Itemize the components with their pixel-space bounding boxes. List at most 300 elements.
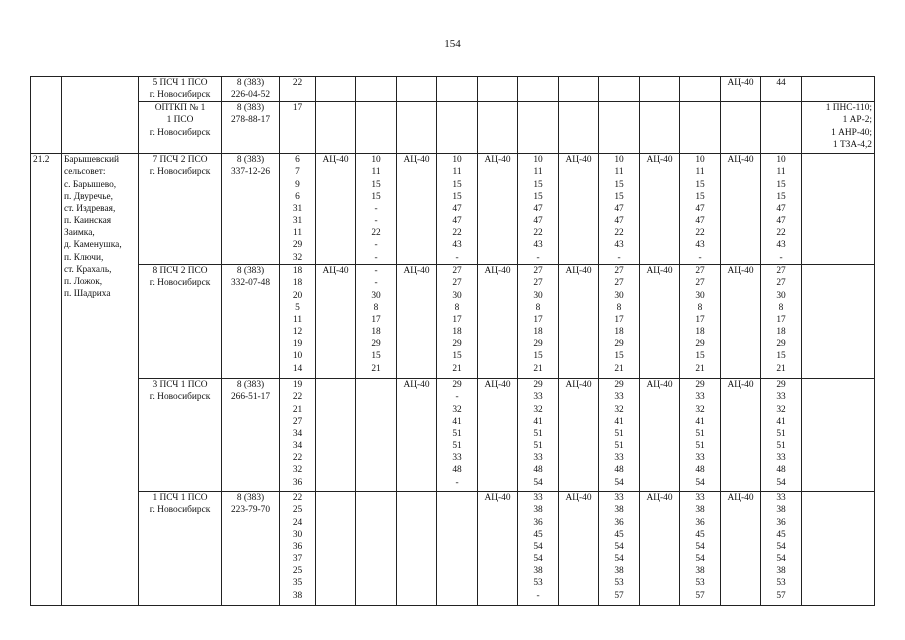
time-value: 17 bbox=[695, 314, 705, 325]
time-value: 41 bbox=[614, 416, 624, 427]
phone-line: 223-79-70 bbox=[230, 505, 271, 516]
arrival-time-line: 30 bbox=[292, 529, 303, 540]
extra-equipment-line: 1 АР-2; bbox=[842, 115, 872, 126]
time-value: 15 bbox=[371, 191, 381, 202]
time-value: 10 bbox=[614, 155, 624, 166]
time-value: 54 bbox=[614, 541, 624, 552]
time-value: 54 bbox=[695, 541, 705, 552]
time-value: 38 bbox=[533, 505, 543, 516]
time-value: - bbox=[455, 252, 459, 263]
time-value: 33 bbox=[614, 493, 624, 504]
arrival-time-line: 9 bbox=[295, 179, 300, 190]
time-value: 15 bbox=[695, 351, 705, 362]
time-value: 22 bbox=[614, 228, 624, 239]
arrival-time-line: 17 bbox=[292, 103, 303, 114]
time-value: 54 bbox=[533, 554, 543, 565]
time-value: 43 bbox=[452, 240, 462, 251]
arrival-time-line: 25 bbox=[292, 505, 303, 516]
phone-cell bbox=[222, 77, 280, 102]
arrival-time-cell bbox=[280, 102, 316, 154]
fire-unit-cell bbox=[139, 379, 222, 492]
fire-unit-line: 5 ПСЧ 1 ПСО bbox=[152, 78, 208, 88]
time-value: 15 bbox=[452, 351, 462, 362]
time-value: 54 bbox=[695, 477, 705, 488]
arrival-time-line: 14 bbox=[292, 363, 303, 374]
time-value: 47 bbox=[614, 203, 624, 214]
time-value: 48 bbox=[776, 465, 786, 476]
fire-unit-line: 8 ПСЧ 2 ПСО bbox=[152, 266, 208, 277]
arrival-time-line: 31 bbox=[292, 203, 303, 214]
time-value: 32 bbox=[614, 404, 624, 415]
time-value: 47 bbox=[695, 216, 705, 227]
settlement-line: п. Шадриха bbox=[64, 289, 111, 300]
time-value: 11 bbox=[452, 167, 462, 178]
time-value: 21 bbox=[533, 363, 543, 374]
time-value: 8 bbox=[616, 302, 622, 313]
arrival-time-line: 11 bbox=[292, 314, 303, 325]
time-value: 15 bbox=[776, 351, 786, 362]
arrival-time-line: 11 bbox=[292, 228, 303, 239]
time-value: 15 bbox=[452, 179, 462, 190]
time-value: 36 bbox=[776, 517, 786, 528]
time-value: 21 bbox=[695, 363, 705, 374]
extra-equipment-line: 1 ПНС-110; bbox=[825, 103, 872, 114]
time-value: 17 bbox=[371, 314, 381, 325]
time-value: 47 bbox=[776, 216, 786, 227]
time-values-cell bbox=[599, 492, 640, 606]
time-value: 11 bbox=[695, 167, 705, 178]
time-value: 29 bbox=[614, 339, 624, 350]
time-value: 27 bbox=[614, 278, 624, 289]
time-value: 51 bbox=[695, 428, 705, 439]
time-value: 44 bbox=[776, 78, 786, 88]
vehicle-type-cell: АЦ-40 bbox=[640, 492, 680, 606]
time-value: 41 bbox=[695, 416, 705, 427]
time-value: 54 bbox=[533, 541, 543, 552]
vehicle-type-cell bbox=[316, 379, 356, 492]
time-value: 48 bbox=[533, 465, 543, 476]
time-value: 8 bbox=[535, 302, 541, 313]
time-value: 15 bbox=[371, 351, 381, 362]
vehicle-type-cell: АЦ-40 bbox=[721, 265, 761, 379]
extra-equipment-line: 1 ТЗА-4,2 bbox=[832, 139, 872, 150]
time-value: 51 bbox=[776, 428, 786, 439]
time-value: 57 bbox=[776, 590, 786, 601]
time-value: 22 bbox=[695, 228, 705, 239]
fire-unit-line: г. Новосибирск bbox=[149, 167, 211, 178]
time-value: 18 bbox=[371, 327, 381, 338]
time-value: 38 bbox=[776, 505, 786, 516]
fire-unit-line: 1 ПСО bbox=[166, 115, 194, 126]
time-value: 33 bbox=[695, 392, 705, 403]
time-value: 15 bbox=[695, 191, 705, 202]
vehicle-type-cell: АЦ-40 bbox=[478, 154, 518, 265]
time-value: 53 bbox=[533, 578, 543, 589]
arrival-time-cell bbox=[280, 154, 316, 265]
table-row bbox=[31, 379, 875, 492]
time-value: - bbox=[617, 252, 621, 263]
time-value: 30 bbox=[371, 290, 381, 301]
vehicle-type-cell bbox=[478, 102, 518, 154]
time-value: 29 bbox=[533, 380, 543, 391]
time-value: 53 bbox=[695, 578, 705, 589]
settlement-line: п. Ложок, bbox=[64, 276, 103, 287]
arrival-time-line: 5 bbox=[295, 302, 300, 313]
time-value: 51 bbox=[695, 441, 705, 452]
phone-line: 8 (383) bbox=[236, 380, 265, 391]
arrival-time-line: 36 bbox=[292, 477, 303, 488]
time-values-cell bbox=[356, 492, 397, 606]
time-value: 53 bbox=[614, 578, 624, 589]
vehicle-type-cell: АЦ-40 bbox=[721, 379, 761, 492]
time-value: 10 bbox=[371, 155, 381, 166]
arrival-time-line: 22 bbox=[292, 493, 303, 504]
fire-unit-line: ОПТКП № 1 bbox=[154, 103, 206, 114]
arrival-time-line: 22 bbox=[292, 453, 303, 464]
time-value: 15 bbox=[695, 179, 705, 190]
time-value: 27 bbox=[695, 278, 705, 289]
vehicle-type-cell: АЦ-40 bbox=[559, 265, 599, 379]
extra-equipment-cell bbox=[802, 379, 875, 492]
table-row bbox=[31, 102, 875, 154]
section-number-cell: 21.2 bbox=[31, 154, 62, 606]
section-number-cell bbox=[31, 77, 62, 154]
phone-cell bbox=[222, 265, 280, 379]
time-values-cell bbox=[518, 492, 559, 606]
time-value: 29 bbox=[533, 339, 543, 350]
arrival-time-line: 20 bbox=[292, 290, 303, 301]
settlement-line: д. Каменушка, bbox=[64, 240, 122, 251]
time-value: 48 bbox=[452, 465, 462, 476]
time-values-cell bbox=[437, 77, 478, 102]
vehicle-type-cell bbox=[559, 77, 599, 102]
time-value: 51 bbox=[533, 441, 543, 452]
vehicle-type-cell: АЦ-40 bbox=[316, 154, 356, 265]
time-value: 15 bbox=[371, 179, 381, 190]
time-value: 47 bbox=[533, 203, 543, 214]
time-value: 33 bbox=[533, 493, 543, 504]
vehicle-type-cell: АЦ-40 bbox=[721, 77, 761, 102]
time-value: 27 bbox=[776, 278, 786, 289]
vehicle-type-cell: АЦ-40 bbox=[478, 265, 518, 379]
arrival-time-line: 18 bbox=[292, 266, 303, 277]
time-value: 33 bbox=[614, 392, 624, 403]
phone-line: 278-88-17 bbox=[230, 115, 271, 126]
time-value: 22 bbox=[776, 228, 786, 239]
time-value: 15 bbox=[452, 191, 462, 202]
settlement-line: Заимка, bbox=[64, 228, 95, 239]
time-value: 45 bbox=[533, 529, 543, 540]
arrival-time-line: 37 bbox=[292, 554, 303, 565]
time-value: 29 bbox=[371, 339, 381, 350]
time-value: 41 bbox=[776, 416, 786, 427]
arrival-time-line: 19 bbox=[292, 380, 303, 391]
time-value: 47 bbox=[533, 216, 543, 227]
vehicle-type-cell bbox=[316, 77, 356, 102]
time-value: 57 bbox=[614, 590, 624, 601]
table-row bbox=[31, 77, 875, 102]
vehicle-type-cell: АЦ-40 bbox=[478, 492, 518, 606]
arrival-time-line: 22 bbox=[292, 392, 303, 403]
time-value: 51 bbox=[452, 428, 462, 439]
time-value: 18 bbox=[533, 327, 543, 338]
table-row bbox=[31, 265, 875, 379]
vehicle-type-cell: АЦ-40 bbox=[316, 265, 356, 379]
time-values-cell bbox=[356, 154, 397, 265]
fire-unit-cell bbox=[139, 492, 222, 606]
time-values-cell bbox=[761, 102, 802, 154]
vehicle-type-cell: АЦ-40 bbox=[478, 379, 518, 492]
time-values-cell bbox=[518, 265, 559, 379]
time-value: 51 bbox=[533, 428, 543, 439]
extra-equipment-line: 1 АНР-40; bbox=[831, 127, 872, 138]
time-value: 33 bbox=[776, 392, 786, 403]
time-value: 43 bbox=[776, 240, 786, 251]
arrival-time-line: 22 bbox=[292, 78, 303, 88]
arrival-time-line: 38 bbox=[292, 590, 303, 601]
phone-line: 337-12-26 bbox=[230, 167, 271, 178]
time-values-cell bbox=[761, 379, 802, 492]
extra-equipment-cell bbox=[802, 102, 875, 154]
extra-equipment-cell bbox=[802, 77, 875, 102]
time-value: 33 bbox=[695, 493, 705, 504]
time-value: 22 bbox=[371, 228, 381, 239]
time-value: 48 bbox=[614, 465, 624, 476]
time-value: 36 bbox=[614, 517, 624, 528]
time-value: 51 bbox=[776, 441, 786, 452]
phone-line: 8 (383) bbox=[236, 266, 265, 277]
time-value: - bbox=[374, 252, 378, 263]
arrival-time-line: 36 bbox=[292, 541, 303, 552]
time-value: 30 bbox=[614, 290, 624, 301]
time-value: 29 bbox=[452, 339, 462, 350]
fire-unit-line: 7 ПСЧ 2 ПСО bbox=[152, 155, 208, 166]
time-value: 29 bbox=[452, 380, 462, 391]
time-values-cell bbox=[680, 492, 721, 606]
time-value: 27 bbox=[533, 266, 543, 277]
phone-line: 8 (383) bbox=[236, 155, 265, 166]
time-value: 10 bbox=[695, 155, 705, 166]
time-value: 41 bbox=[452, 416, 462, 427]
arrival-time-cell bbox=[280, 492, 316, 606]
vehicle-type-cell: АЦ-40 bbox=[640, 265, 680, 379]
time-value: 47 bbox=[452, 216, 462, 227]
arrival-time-line: 24 bbox=[292, 517, 303, 528]
settlement-list bbox=[62, 154, 139, 606]
arrival-time-line: 7 bbox=[295, 167, 300, 178]
time-values-cell bbox=[437, 102, 478, 154]
time-value: 18 bbox=[695, 327, 705, 338]
time-value: 17 bbox=[776, 314, 786, 325]
time-value: 15 bbox=[614, 351, 624, 362]
time-value: 33 bbox=[533, 392, 543, 403]
arrival-time-line: 21 bbox=[292, 404, 303, 415]
time-value: 21 bbox=[776, 363, 786, 374]
time-value: 30 bbox=[695, 290, 705, 301]
arrival-time-line: 10 bbox=[292, 351, 303, 362]
time-value: 18 bbox=[776, 327, 786, 338]
time-value: - bbox=[536, 590, 540, 601]
time-value: 36 bbox=[533, 517, 543, 528]
time-values-cell bbox=[761, 77, 802, 102]
time-values-cell bbox=[680, 102, 721, 154]
time-values-cell bbox=[599, 102, 640, 154]
time-values-cell bbox=[761, 265, 802, 379]
time-value: 45 bbox=[776, 529, 786, 540]
extra-equipment-cell bbox=[802, 265, 875, 379]
time-value: 38 bbox=[695, 566, 705, 577]
time-value: 32 bbox=[452, 404, 462, 415]
time-value: 8 bbox=[373, 302, 379, 313]
time-value: 10 bbox=[533, 155, 543, 166]
time-value: 15 bbox=[776, 191, 786, 202]
time-value: 41 bbox=[533, 416, 543, 427]
time-value: 17 bbox=[452, 314, 462, 325]
time-value: 33 bbox=[614, 453, 624, 464]
arrival-time-line: 32 bbox=[292, 252, 303, 263]
time-value: 21 bbox=[452, 363, 462, 374]
time-value: 53 bbox=[776, 578, 786, 589]
time-values-cell bbox=[437, 265, 478, 379]
time-value: 51 bbox=[614, 441, 624, 452]
vehicle-type-cell: АЦ-40 bbox=[559, 379, 599, 492]
time-values-cell bbox=[599, 265, 640, 379]
time-value: 11 bbox=[371, 167, 381, 178]
vehicle-type-cell: АЦ-40 bbox=[640, 154, 680, 265]
time-values-cell bbox=[680, 265, 721, 379]
phone-line: 8 (383) bbox=[236, 103, 265, 114]
settlement-line: с. Барышево, bbox=[64, 179, 117, 190]
time-values-cell bbox=[680, 379, 721, 492]
fire-unit-cell bbox=[139, 154, 222, 265]
fire-unit-line: 3 ПСЧ 1 ПСО bbox=[152, 380, 208, 391]
phone-cell bbox=[222, 154, 280, 265]
time-value: 43 bbox=[695, 240, 705, 251]
time-values-cell bbox=[356, 77, 397, 102]
arrival-time-line: 6 bbox=[295, 191, 300, 202]
time-value: 15 bbox=[614, 179, 624, 190]
time-values-cell bbox=[437, 154, 478, 265]
vehicle-type-cell: АЦ-40 bbox=[559, 154, 599, 265]
time-value: 54 bbox=[614, 477, 624, 488]
time-value: 33 bbox=[452, 453, 462, 464]
arrival-time-line: 19 bbox=[292, 339, 303, 350]
time-values-cell bbox=[680, 154, 721, 265]
arrival-time-line: 25 bbox=[292, 566, 303, 577]
time-value: - bbox=[374, 216, 378, 227]
time-value: - bbox=[374, 266, 378, 277]
vehicle-type-cell bbox=[316, 492, 356, 606]
vehicle-type-cell: АЦ-40 bbox=[721, 492, 761, 606]
time-values-cell bbox=[761, 154, 802, 265]
vehicle-type-cell bbox=[478, 77, 518, 102]
time-value: 21 bbox=[614, 363, 624, 374]
time-value: 54 bbox=[776, 477, 786, 488]
time-value: 38 bbox=[614, 566, 624, 577]
time-value: 30 bbox=[452, 290, 462, 301]
time-value: 33 bbox=[695, 453, 705, 464]
time-value: 17 bbox=[533, 314, 543, 325]
time-value: 33 bbox=[776, 453, 786, 464]
time-value: 30 bbox=[533, 290, 543, 301]
time-value: 48 bbox=[695, 465, 705, 476]
time-value: 54 bbox=[776, 554, 786, 565]
time-value: 22 bbox=[533, 228, 543, 239]
page-number: 154 bbox=[444, 38, 461, 50]
arrival-time-line: 29 bbox=[292, 240, 303, 251]
time-value: 21 bbox=[371, 363, 381, 374]
time-value: 18 bbox=[452, 327, 462, 338]
settlement-cell bbox=[62, 77, 139, 154]
settlement-line: п. Двуречье, bbox=[64, 191, 114, 202]
phone-line: 8 (383) bbox=[236, 78, 265, 88]
arrival-time-cell bbox=[280, 379, 316, 492]
time-values-cell bbox=[680, 77, 721, 102]
time-value: 10 bbox=[776, 155, 786, 166]
extra-equipment-cell bbox=[802, 492, 875, 606]
time-value: 43 bbox=[533, 240, 543, 251]
vehicle-type-cell bbox=[397, 102, 437, 154]
fire-unit-line: г. Новосибирск bbox=[149, 127, 211, 138]
fire-unit-line: г. Новосибирск bbox=[149, 278, 211, 289]
arrival-time-line: 35 bbox=[292, 578, 303, 589]
fire-unit-cell bbox=[139, 77, 222, 102]
phone-line: 266-51-17 bbox=[230, 392, 271, 403]
settlement-line: ст. Крахаль, bbox=[64, 264, 112, 275]
time-value: - bbox=[455, 392, 459, 403]
fire-unit-cell bbox=[139, 102, 222, 154]
fire-unit-line: г. Новосибирск bbox=[149, 392, 211, 403]
time-value: 38 bbox=[533, 566, 543, 577]
vehicle-type-cell: АЦ-40 bbox=[397, 265, 437, 379]
vehicle-type-cell: АЦ-40 bbox=[721, 154, 761, 265]
time-value: 30 bbox=[776, 290, 786, 301]
time-value: 15 bbox=[533, 191, 543, 202]
fire-unit-line: г. Новосибирск bbox=[149, 505, 211, 516]
phone-line: 332-07-48 bbox=[230, 278, 271, 289]
time-value: 27 bbox=[695, 266, 705, 277]
arrival-time-line: 18 bbox=[292, 278, 303, 289]
time-value: 33 bbox=[533, 453, 543, 464]
time-value: - bbox=[374, 240, 378, 251]
time-value: - bbox=[374, 203, 378, 214]
arrival-time-line: 12 bbox=[292, 327, 303, 338]
vehicle-type-cell bbox=[559, 102, 599, 154]
time-value: 43 bbox=[614, 240, 624, 251]
time-value: 51 bbox=[452, 441, 462, 452]
time-value: 22 bbox=[452, 228, 462, 239]
time-value: 11 bbox=[614, 167, 624, 178]
time-values-cell bbox=[518, 77, 559, 102]
fire-unit-line: г. Новосибирск bbox=[149, 90, 211, 101]
arrival-time-line: 31 bbox=[292, 216, 303, 227]
vehicle-type-cell: АЦ-40 bbox=[559, 492, 599, 606]
time-value: 29 bbox=[614, 380, 624, 391]
time-value: 29 bbox=[695, 339, 705, 350]
time-value: - bbox=[374, 278, 378, 289]
time-value: 45 bbox=[695, 529, 705, 540]
time-value: 29 bbox=[695, 380, 705, 391]
time-values-cell bbox=[599, 77, 640, 102]
extra-equipment-cell bbox=[802, 154, 875, 265]
time-value: 15 bbox=[533, 179, 543, 190]
vehicle-type-cell bbox=[640, 77, 680, 102]
table-row bbox=[31, 492, 875, 606]
settlement-line: п. Ключи, bbox=[64, 252, 104, 263]
time-value: 32 bbox=[776, 404, 786, 415]
time-value: 54 bbox=[533, 477, 543, 488]
settlement-line: ст. Издревая, bbox=[64, 203, 116, 214]
